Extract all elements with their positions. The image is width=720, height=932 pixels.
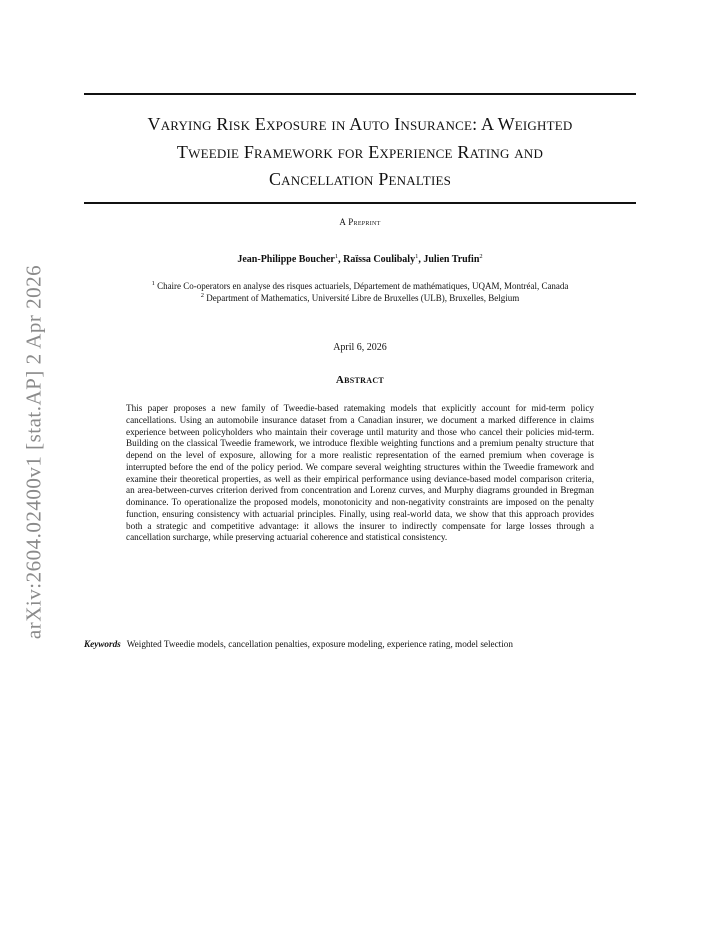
- author-separator: ,: [418, 254, 424, 265]
- affiliation-text: Department of Mathematics, Université Libre de Bruxelles (ULB), Bruxelles, Belgium: [206, 293, 520, 303]
- author-name: Jean-Philippe Boucher: [237, 254, 335, 265]
- title-rule-top: [84, 93, 636, 95]
- affiliation-mark: 1: [151, 280, 155, 287]
- author-name: Julien Trufin: [423, 254, 480, 265]
- keywords-text: Weighted Tweedie models, cancellation penalties, exposure modeling, experience rating, model selection: [126, 639, 513, 649]
- paper-title: [84, 111, 636, 194]
- title-line: Tweedie Framework for Experience Rating and: [176, 141, 544, 162]
- keywords-line: [84, 638, 636, 650]
- title-line: Cancellation Penalties: [268, 169, 452, 189]
- affiliation-text: Chaire Co-operators en analyse des risques actuariels, Département de mathématiques, UQAM, Montréal, Canada: [157, 281, 569, 291]
- author-affiliation-mark: 1: [415, 253, 419, 260]
- affiliation: [84, 280, 636, 292]
- author-name: Raïssa Coulibaly: [343, 254, 416, 265]
- abstract-text: This paper proposes a new family of Tweedie-based ratemaking models that explicitly account for mid-term policy cancellations. Using an automobile insurance dataset from a Canadian insurer, we document a marked difference in claims experience between policyholders who maintain their coverage until maturity and those who cancel their policies mid-term. Building on the classical Tweedie framework, we introduce flexible weighting functions and a premium penalty structure that depend on the level of exposure, allowing for a more realistic representation of the earned premium when coverage is interrupted before the end of the policy period. We compare several weighting structures within the Tweedie framework and examine their theoretical properties, as well as their empirical performance using deviance-based model comparison criteria, an area-between-curves criterion derived from concentration and Lorenz curves, and Murphy diagrams grounded in Bregman dominance. To operationalize the proposed models, monotonicity and non-negativity constraints are imposed on the penalty function, ensuring consistency with actuarial principles. Finally, using real-world data, we show that this approach provides both a strategic and competitive advantage: it allows the insurer to indirectly compensate for large losses through a cancellation surcharge, while preserving actuarial coherence and statistical consistency.: [126, 403, 594, 543]
- abstract-heading: Abstract: [335, 374, 385, 386]
- author-separator: ,: [338, 254, 344, 265]
- arxiv-identifier-stamp: arXiv:2604.02400v1 [stat.AP] 2 Apr 2026: [21, 264, 46, 640]
- author-list: [84, 254, 636, 265]
- author-affiliation-mark: 1: [334, 253, 339, 260]
- preprint-label: A Preprint: [339, 217, 381, 227]
- author-affiliation-mark: 2: [479, 253, 483, 260]
- keywords-label: Keywords: [84, 639, 121, 649]
- title-rule-bottom: [84, 202, 636, 204]
- affiliation-mark: 2: [200, 292, 205, 299]
- affiliation: [84, 292, 636, 304]
- publication-date: April 6, 2026: [333, 342, 387, 353]
- title-line: Varying Risk Exposure in Auto Insurance: A Weighted: [147, 114, 573, 134]
